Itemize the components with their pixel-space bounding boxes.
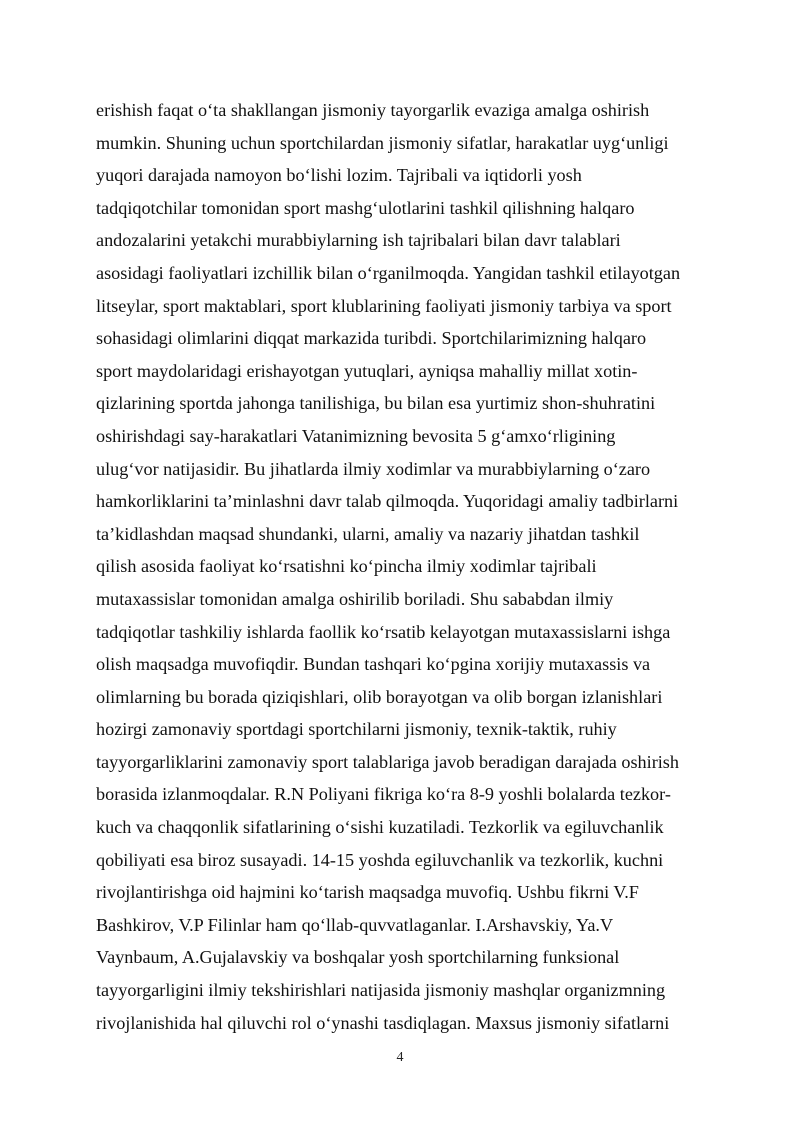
body-text: [96, 94, 716, 1039]
text-line: tadqiqotlar tashkiliy ishlarda faollik ko‘rsatib kelayotgan mutaxassislarni ishga: [96, 621, 671, 642]
text-line: rivojlanishida hal qiluvchi rol o‘ynashi tasdiqlagan. Maxsus jismoniy sifatlarni: [96, 1012, 670, 1033]
text-line: ta’kidlashdan maqsad shundanki, ularni, amaliy va nazariy jihatdan tashkil: [96, 523, 640, 544]
text-line: sport maydolaridagi erishayotgan yutuqlari, ayniqsa mahalliy millat xotin-: [96, 360, 638, 381]
text-line: mutaxassislar tomonidan amalga oshirilib boriladi. Shu sababdan ilmiy: [96, 588, 614, 609]
text-line: tadqiqotchilar tomonidan sport mashg‘ulotlarini tashkil qilishning halqaro: [96, 197, 635, 218]
text-line: hamkorliklarini ta’minlashni davr talab qilmoqda. Yuqoridagi amaliy tadbirlarni: [96, 491, 679, 512]
text-line: erishish faqat o‘ta shakllangan jismoniy tayorgarlik evaziga amalga oshirish: [96, 100, 650, 120]
text-line: qobiliyati esa biroz susayadi. 14-15 yoshda egiluvchanlik va tezkorlik, kuchni: [96, 849, 664, 870]
text-line: qizlarining sportda jahonga tanilishiga, bu bilan esa yurtimiz shon-shuhratini: [96, 393, 656, 414]
text-line: asosidagi faoliyatlari izchillik bilan o‘rganilmoqda. Yangidan tashkil etilayotgan: [96, 262, 681, 283]
text-line: hozirgi zamonaviy sportdagi sportchilarni jismoniy, texnik-taktik, ruhiy: [96, 719, 617, 740]
text-line: qilish asosida faoliyat ko‘rsatishni ko‘pincha ilmiy xodimlar tajribali: [96, 556, 597, 577]
text-line: tayyorgarligini ilmiy tekshirishlari natijasida jismoniy mashqlar organizmning: [96, 980, 666, 1001]
text-line: andozalarini yetakchi murabbiylarning ish tajribalari bilan davr talablari: [96, 230, 621, 251]
text-line: olimlarning bu borada qiziqishlari, olib borayotgan va olib borgan izlanishlari: [96, 686, 663, 707]
text-line: olish maqsadga muvofiqdir. Bundan tashqari ko‘pgina xorijiy mutaxassis va: [96, 654, 651, 675]
text-line: kuch va chaqqonlik sifatlarining o‘sishi kuzatiladi. Tezkorlik va egiluvchanlik: [96, 817, 664, 838]
text-line: tayyorgarliklarini zamonaviy sport talablariga javob beradigan darajada oshirish: [96, 751, 679, 772]
text-line: borasida izlanmoqdalar. R.N Poliyani fikriga ko‘ra 8-9 yoshli bolalarda tezkor-: [96, 784, 671, 805]
text-line: litseylar, sport maktablari, sport klublarining faoliyati jismoniy tarbiya va sport: [96, 295, 672, 316]
text-line: mumkin. Shuning uchun sportchilardan jismoniy sifatlar, harakatlar uyg‘unligi: [96, 132, 669, 153]
text-line: sohasidagi olimlarini diqqat markazida turibdi. Sportchilarimizning halqaro: [96, 328, 647, 349]
text-line: ulug‘vor natijasidir. Bu jihatlarda ilmiy xodimlar va murabbiylarning o‘zaro: [96, 458, 651, 479]
text-line: Vaynbaum, A.Gujalavskiy va boshqalar yosh sportchilarning funksional: [96, 947, 620, 968]
text-line: Bashkirov, V.P Filinlar ham qo‘llab-quvvatlaganlar. I.Arshavskiy, Ya.V: [96, 914, 614, 935]
text-line: yuqori darajada namoyon bo‘lishi lozim. Tajribali va iqtidorli yosh: [96, 165, 582, 186]
text-line: rivojlantirishga oid hajmini ko‘tarish maqsadga muvofiq. Ushbu fikrni V.F: [96, 882, 639, 903]
text-line: oshirishdagi say-harakatlari Vatanimizning bevosita 5 g‘amxo‘rligining: [96, 425, 616, 446]
page-number: 4: [396, 1050, 404, 1065]
